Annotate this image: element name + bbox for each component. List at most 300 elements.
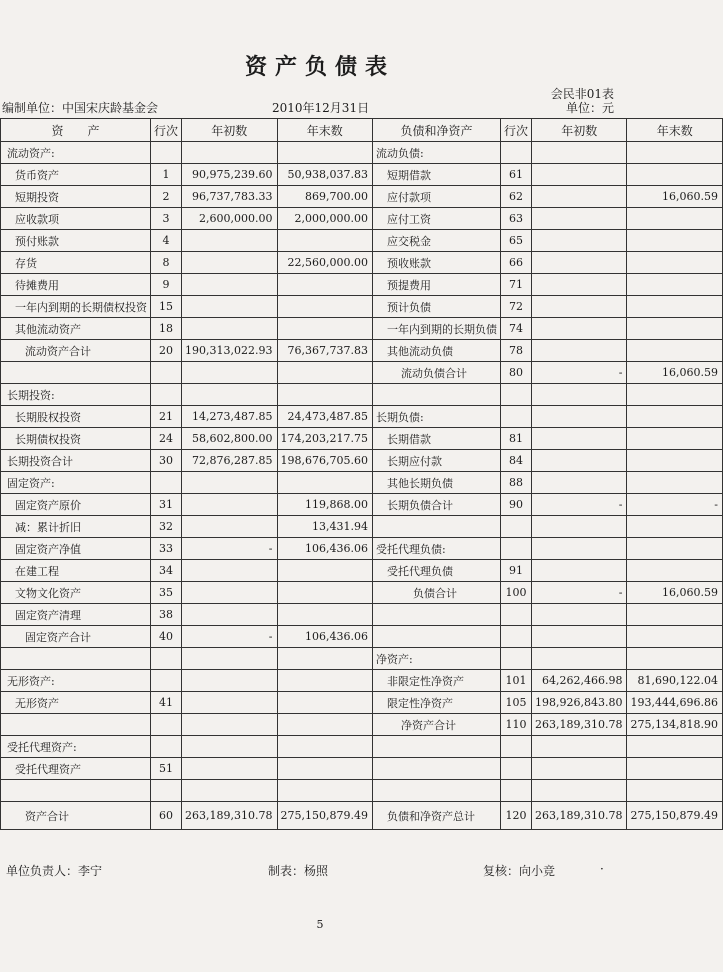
right-line-cell [500, 516, 531, 538]
left-end-cell: 198,676,705.60 [277, 450, 372, 472]
table-row [1, 802, 723, 830]
responsible-person: 单位负责人：李宁 [6, 864, 103, 878]
left-begin-cell [182, 516, 277, 538]
right-line-cell: 101 [500, 670, 531, 692]
left-begin-cell: 96,737,783.33 [182, 186, 277, 208]
left-line-cell: 15 [151, 296, 182, 318]
left-line-cell [151, 714, 182, 736]
left-item-cell: 应收款项 [1, 208, 151, 230]
table-row [1, 714, 723, 736]
right-end-cell [627, 384, 722, 406]
reviewer: 复核：向小竞 [483, 864, 556, 878]
footer-mark: · [600, 862, 604, 876]
left-begin-cell: 2,600,000.00 [182, 208, 277, 230]
right-item-cell: 一年内到期的长期负债 [372, 318, 500, 340]
col-liabilities: 负债和净资产 [372, 119, 500, 142]
report-date: 2010年12月31日 [272, 101, 370, 115]
right-begin-cell [532, 648, 627, 670]
left-end-cell: 24,473,487.85 [277, 406, 372, 428]
left-end-cell [277, 274, 372, 296]
left-line-cell: 34 [151, 560, 182, 582]
left-line-cell: 38 [151, 604, 182, 626]
right-begin-cell [532, 230, 627, 252]
right-end-cell [627, 648, 722, 670]
right-end-cell [627, 560, 722, 582]
left-item-cell: 固定资产原价 [1, 494, 151, 516]
right-end-cell [627, 142, 722, 164]
right-line-cell: 84 [500, 450, 531, 472]
right-item-cell: 其他流动负债 [372, 340, 500, 362]
left-item-cell [1, 780, 151, 802]
right-begin-cell [532, 208, 627, 230]
table-row [1, 274, 723, 296]
table-row [1, 164, 723, 186]
right-begin-cell: 263,189,310.78 [532, 802, 627, 830]
right-begin-cell [532, 428, 627, 450]
right-item-cell: 应交税金 [372, 230, 500, 252]
left-item-cell: 无形资产: [1, 670, 151, 692]
right-line-cell [500, 384, 531, 406]
left-line-cell: 21 [151, 406, 182, 428]
right-end-cell [627, 252, 722, 274]
left-line-cell: 24 [151, 428, 182, 450]
right-end-cell [627, 516, 722, 538]
right-item-cell [372, 626, 500, 648]
right-line-cell: 81 [500, 428, 531, 450]
left-line-cell: 20 [151, 340, 182, 362]
right-begin-cell [532, 472, 627, 494]
table-row [1, 384, 723, 406]
right-begin-cell [532, 780, 627, 802]
right-item-cell: 净资产合计 [372, 714, 500, 736]
right-line-cell [500, 142, 531, 164]
left-item-cell: 资产合计 [1, 802, 151, 830]
table-body [1, 142, 723, 830]
left-line-cell: 18 [151, 318, 182, 340]
left-begin-cell [182, 758, 277, 780]
right-line-cell: 74 [500, 318, 531, 340]
left-end-cell [277, 560, 372, 582]
left-item-cell: 固定资产清理 [1, 604, 151, 626]
table-row [1, 252, 723, 274]
left-item-cell: 文物文化资产 [1, 582, 151, 604]
col-begin: 年初数 [182, 119, 277, 142]
left-begin-cell [182, 780, 277, 802]
right-end-cell [627, 428, 722, 450]
table-row [1, 780, 723, 802]
left-end-cell [277, 692, 372, 714]
right-end-cell [627, 758, 722, 780]
form-code: 会民非01表 [550, 87, 614, 101]
left-line-cell [151, 362, 182, 384]
right-end-cell [627, 296, 722, 318]
left-begin-cell [182, 736, 277, 758]
right-item-cell [372, 736, 500, 758]
currency-unit: 单位：元 [565, 101, 614, 115]
left-line-cell [151, 736, 182, 758]
col-assets: 资 产 [1, 119, 151, 142]
right-end-cell: - [627, 494, 722, 516]
left-item-cell: 其他流动资产 [1, 318, 151, 340]
right-end-cell: 81,690,122.04 [627, 670, 722, 692]
left-line-cell [151, 384, 182, 406]
table-row [1, 318, 723, 340]
left-item-cell: 受托代理资产 [1, 758, 151, 780]
right-begin-cell [532, 186, 627, 208]
left-line-cell [151, 142, 182, 164]
right-item-cell: 负债合计 [372, 582, 500, 604]
right-line-cell: 62 [500, 186, 531, 208]
left-end-cell: 50,938,037.83 [277, 164, 372, 186]
left-item-cell: 货币资产 [1, 164, 151, 186]
right-line-cell: 72 [500, 296, 531, 318]
table-row [1, 142, 723, 164]
right-begin-cell [532, 604, 627, 626]
table-row [1, 538, 723, 560]
balance-sheet-table [0, 118, 723, 830]
right-item-cell: 预提费用 [372, 274, 500, 296]
left-line-cell: 32 [151, 516, 182, 538]
table-row [1, 758, 723, 780]
right-line-cell: 105 [500, 692, 531, 714]
table-row [1, 296, 723, 318]
right-begin-cell [532, 384, 627, 406]
right-line-cell: 66 [500, 252, 531, 274]
left-begin-cell [182, 670, 277, 692]
right-line-cell: 110 [500, 714, 531, 736]
left-item-cell: 长期投资合计 [1, 450, 151, 472]
left-begin-cell: 190,313,022.93 [182, 340, 277, 362]
left-line-cell: 30 [151, 450, 182, 472]
right-begin-cell [532, 296, 627, 318]
left-begin-cell [182, 472, 277, 494]
left-item-cell [1, 714, 151, 736]
left-item-cell: 存货 [1, 252, 151, 274]
table-row [1, 186, 723, 208]
table-row [1, 428, 723, 450]
right-line-cell [500, 604, 531, 626]
table-row [1, 648, 723, 670]
right-item-cell: 净资产: [372, 648, 500, 670]
left-item-cell: 长期投资: [1, 384, 151, 406]
left-end-cell: 22,560,000.00 [277, 252, 372, 274]
right-item-cell: 短期借款 [372, 164, 500, 186]
left-end-cell [277, 582, 372, 604]
left-begin-cell: 72,876,287.85 [182, 450, 277, 472]
right-begin-cell: - [532, 494, 627, 516]
left-end-cell [277, 714, 372, 736]
right-line-cell [500, 626, 531, 648]
right-item-cell: 长期借款 [372, 428, 500, 450]
left-end-cell: 106,436.06 [277, 626, 372, 648]
right-end-cell [627, 780, 722, 802]
left-line-cell: 51 [151, 758, 182, 780]
right-end-cell [627, 274, 722, 296]
right-item-cell [372, 780, 500, 802]
left-begin-cell: 14,273,487.85 [182, 406, 277, 428]
table-row [1, 230, 723, 252]
right-end-cell [627, 538, 722, 560]
left-end-cell: 106,436.06 [277, 538, 372, 560]
left-item-cell: 短期投资 [1, 186, 151, 208]
right-line-cell: 120 [500, 802, 531, 830]
left-item-cell: 无形资产 [1, 692, 151, 714]
right-item-cell: 预收账款 [372, 252, 500, 274]
right-item-cell: 应付工资 [372, 208, 500, 230]
left-begin-cell [182, 582, 277, 604]
left-item-cell: 预付账款 [1, 230, 151, 252]
right-begin-cell [532, 516, 627, 538]
right-end-cell: 193,444,696.86 [627, 692, 722, 714]
right-begin-cell [532, 274, 627, 296]
left-line-cell: 1 [151, 164, 182, 186]
left-begin-cell [182, 384, 277, 406]
table-row [1, 560, 723, 582]
right-begin-cell [532, 164, 627, 186]
right-item-cell: 负债和净资产总计 [372, 802, 500, 830]
right-begin-cell [532, 318, 627, 340]
right-end-cell [627, 406, 722, 428]
left-end-cell [277, 736, 372, 758]
left-end-cell [277, 318, 372, 340]
right-item-cell: 预计负债 [372, 296, 500, 318]
left-line-cell: 2 [151, 186, 182, 208]
right-begin-cell [532, 758, 627, 780]
col-line-2: 行次 [500, 119, 531, 142]
col-line: 行次 [151, 119, 182, 142]
col-end-2: 年末数 [627, 119, 722, 142]
left-begin-cell [182, 648, 277, 670]
right-begin-cell [532, 142, 627, 164]
right-end-cell [627, 164, 722, 186]
right-end-cell [627, 208, 722, 230]
left-begin-cell [182, 230, 277, 252]
page-title: 资产负债表 [244, 54, 395, 80]
right-item-cell: 流动负债: [372, 142, 500, 164]
left-item-cell: 流动资产: [1, 142, 151, 164]
right-begin-cell [532, 406, 627, 428]
right-begin-cell: 263,189,310.78 [532, 714, 627, 736]
right-begin-cell: 198,926,843.80 [532, 692, 627, 714]
right-end-cell: 16,060.59 [627, 582, 722, 604]
left-begin-cell [182, 274, 277, 296]
left-line-cell [151, 780, 182, 802]
right-end-cell: 16,060.59 [627, 186, 722, 208]
table-row [1, 340, 723, 362]
right-item-cell: 长期应付款 [372, 450, 500, 472]
left-line-cell [151, 670, 182, 692]
left-line-cell: 31 [151, 494, 182, 516]
table-header-row [1, 119, 723, 142]
right-end-cell: 16,060.59 [627, 362, 722, 384]
right-item-cell: 受托代理负债 [372, 560, 500, 582]
left-end-cell: 2,000,000.00 [277, 208, 372, 230]
right-item-cell: 受托代理负债: [372, 538, 500, 560]
left-line-cell: 9 [151, 274, 182, 296]
left-item-cell: 固定资产净值 [1, 538, 151, 560]
left-end-cell [277, 472, 372, 494]
right-line-cell: 80 [500, 362, 531, 384]
right-line-cell: 65 [500, 230, 531, 252]
table-row [1, 208, 723, 230]
right-begin-cell [532, 340, 627, 362]
left-begin-cell: 263,189,310.78 [182, 802, 277, 830]
left-end-cell [277, 780, 372, 802]
right-end-cell [627, 318, 722, 340]
left-begin-cell [182, 604, 277, 626]
table-row [1, 670, 723, 692]
left-line-cell: 33 [151, 538, 182, 560]
left-item-cell: 受托代理资产: [1, 736, 151, 758]
left-item-cell: 固定资产: [1, 472, 151, 494]
right-begin-cell [532, 736, 627, 758]
left-begin-cell: - [182, 538, 277, 560]
left-line-cell: 41 [151, 692, 182, 714]
left-begin-cell [182, 362, 277, 384]
right-begin-cell [532, 450, 627, 472]
table-row [1, 604, 723, 626]
right-line-cell [500, 780, 531, 802]
left-item-cell: 长期债权投资 [1, 428, 151, 450]
left-line-cell [151, 648, 182, 670]
right-item-cell: 限定性净资产 [372, 692, 500, 714]
left-begin-cell [182, 560, 277, 582]
left-end-cell [277, 362, 372, 384]
left-begin-cell [182, 296, 277, 318]
right-item-cell [372, 384, 500, 406]
left-item-cell: 减：累计折旧 [1, 516, 151, 538]
left-begin-cell [182, 692, 277, 714]
signature-footer [0, 862, 640, 878]
left-end-cell: 119,868.00 [277, 494, 372, 516]
left-end-cell: 174,203,217.75 [277, 428, 372, 450]
table-row [1, 450, 723, 472]
right-item-cell [372, 604, 500, 626]
right-line-cell: 61 [500, 164, 531, 186]
left-begin-cell [182, 494, 277, 516]
right-end-cell [627, 340, 722, 362]
right-begin-cell: 64,262,466.98 [532, 670, 627, 692]
right-line-cell: 88 [500, 472, 531, 494]
left-end-cell: 275,150,879.49 [277, 802, 372, 830]
left-item-cell: 长期股权投资 [1, 406, 151, 428]
table-row [1, 626, 723, 648]
left-line-cell: 8 [151, 252, 182, 274]
left-item-cell [1, 648, 151, 670]
right-item-cell: 长期负债: [372, 406, 500, 428]
right-item-cell: 长期负债合计 [372, 494, 500, 516]
left-end-cell [277, 384, 372, 406]
table-row [1, 362, 723, 384]
right-begin-cell [532, 252, 627, 274]
right-end-cell: 275,134,818.90 [627, 714, 722, 736]
left-begin-cell: 58,602,800.00 [182, 428, 277, 450]
left-line-cell: 40 [151, 626, 182, 648]
right-begin-cell [532, 560, 627, 582]
table-row [1, 736, 723, 758]
table-row [1, 582, 723, 604]
left-end-cell [277, 142, 372, 164]
right-line-cell [500, 758, 531, 780]
col-end: 年末数 [277, 119, 372, 142]
table-row [1, 494, 723, 516]
right-item-cell: 流动负债合计 [372, 362, 500, 384]
right-line-cell [500, 538, 531, 560]
right-line-cell [500, 406, 531, 428]
right-begin-cell: - [532, 362, 627, 384]
left-begin-cell [182, 252, 277, 274]
left-item-cell: 在建工程 [1, 560, 151, 582]
right-item-cell: 其他长期负债 [372, 472, 500, 494]
right-line-cell [500, 736, 531, 758]
right-line-cell: 91 [500, 560, 531, 582]
col-begin-2: 年初数 [532, 119, 627, 142]
left-item-cell: 固定资产合计 [1, 626, 151, 648]
left-end-cell [277, 604, 372, 626]
left-item-cell: 待摊费用 [1, 274, 151, 296]
table-row [1, 516, 723, 538]
right-end-cell [627, 736, 722, 758]
right-item-cell: 应付款项 [372, 186, 500, 208]
preparer: 制表：杨照 [268, 864, 329, 878]
right-end-cell [627, 472, 722, 494]
left-line-cell: 3 [151, 208, 182, 230]
table-row [1, 692, 723, 714]
right-line-cell: 100 [500, 582, 531, 604]
right-begin-cell: - [532, 582, 627, 604]
left-end-cell: 13,431.94 [277, 516, 372, 538]
left-end-cell: 869,700.00 [277, 186, 372, 208]
right-item-cell: 非限定性净资产 [372, 670, 500, 692]
right-line-cell: 63 [500, 208, 531, 230]
right-item-cell [372, 758, 500, 780]
meta-row [0, 99, 640, 115]
left-item-cell: 一年内到期的长期债权投资 [1, 296, 151, 318]
left-line-cell [151, 472, 182, 494]
right-begin-cell [532, 538, 627, 560]
right-end-cell: 275,150,879.49 [627, 802, 722, 830]
page-number: 5 [316, 918, 324, 931]
left-line-cell: 4 [151, 230, 182, 252]
right-line-cell [500, 648, 531, 670]
left-item-cell [1, 362, 151, 384]
right-end-cell [627, 450, 722, 472]
left-line-cell: 60 [151, 802, 182, 830]
left-end-cell [277, 296, 372, 318]
left-begin-cell: 90,975,239.60 [182, 164, 277, 186]
left-end-cell [277, 670, 372, 692]
left-begin-cell [182, 318, 277, 340]
right-line-cell: 78 [500, 340, 531, 362]
left-item-cell: 流动资产合计 [1, 340, 151, 362]
table-row [1, 406, 723, 428]
right-end-cell [627, 604, 722, 626]
right-end-cell [627, 230, 722, 252]
left-begin-cell [182, 142, 277, 164]
right-line-cell: 90 [500, 494, 531, 516]
left-end-cell: 76,367,737.83 [277, 340, 372, 362]
right-begin-cell [532, 626, 627, 648]
table-row [1, 472, 723, 494]
right-line-cell: 71 [500, 274, 531, 296]
left-begin-cell: - [182, 626, 277, 648]
right-end-cell [627, 626, 722, 648]
left-begin-cell [182, 714, 277, 736]
reporting-unit: 编制单位：中国宋庆龄基金会 [2, 101, 159, 115]
left-end-cell [277, 230, 372, 252]
left-end-cell [277, 758, 372, 780]
left-line-cell: 35 [151, 582, 182, 604]
